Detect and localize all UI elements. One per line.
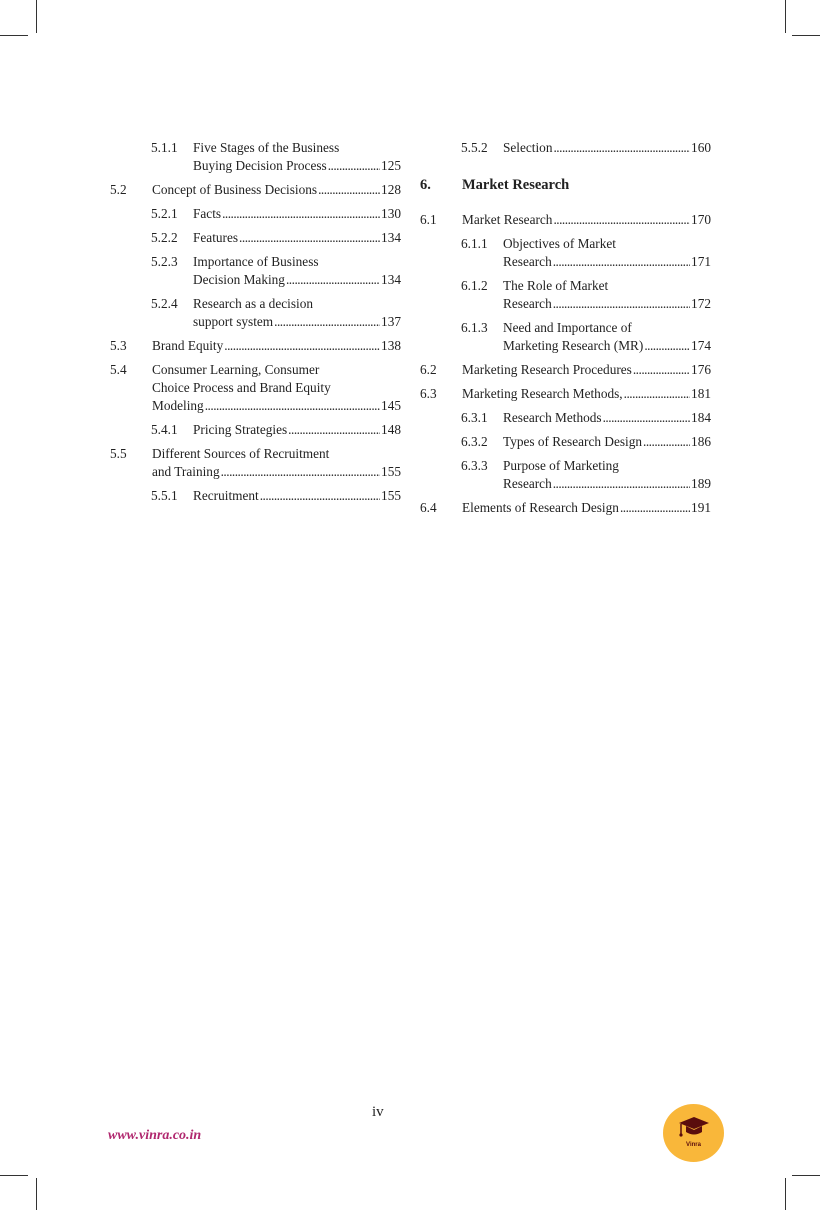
entry-number: 5.2.3 [151,254,178,269]
entry-number: 6.2 [420,362,437,377]
entry-title: Types of Research Design [503,434,643,449]
page-ref: 172 [691,296,711,311]
entry-title: Different Sources of Recruitment [152,446,330,461]
page-ref: 138 [381,338,401,353]
dot-leader [603,409,690,427]
entry-title: Facts [193,206,222,221]
entry-title: Objectives of Market [503,236,616,251]
toc-entry[interactable] [110,337,401,355]
crop-mark [792,1175,820,1176]
crop-mark [785,0,786,33]
entry-title: Marketing Research Procedures [462,362,632,377]
page-ref: 134 [381,272,401,287]
entry-number: 6.1.3 [461,320,488,335]
graduation-cap-icon [678,1116,710,1138]
dot-leader [553,211,690,229]
entry-number: 5.2 [110,182,127,197]
dot-leader [553,139,690,157]
page-ref: 174 [691,338,711,353]
entry-title: Importance of Business [193,254,319,269]
dot-leader [624,385,690,403]
entry-title: Selection [503,140,553,155]
entry-title: Modeling [152,398,204,413]
page-ref: 170 [691,212,711,227]
page-ref: 176 [691,362,711,377]
toc-entry[interactable] [151,229,401,247]
dot-leader [224,337,380,355]
toc-entry[interactable] [461,139,711,157]
page-number: iv [372,1104,384,1120]
toc-entry[interactable] [151,205,401,223]
toc-entry[interactable] [461,319,711,355]
entry-title: Elements of Research Design [462,500,619,515]
page-ref: 134 [381,230,401,245]
page-ref: 137 [381,314,401,329]
entry-number: 5.5.1 [151,488,178,503]
entry-title: Research as a decision [193,296,313,311]
entry-number: 5.5 [110,446,127,461]
toc-entry[interactable] [151,487,401,505]
entry-number: 6.1 [420,212,437,227]
dot-leader [644,337,690,355]
page-ref: 181 [691,386,711,401]
logo [663,1104,724,1162]
entry-number: 5.4 [110,362,127,377]
dot-leader [318,181,380,199]
toc-entry[interactable] [420,385,711,403]
dot-leader [620,499,690,517]
dot-leader [288,421,380,439]
page-ref: 189 [691,476,711,491]
entry-title: Choice Process and Brand Equity [152,380,331,395]
entry-title: support system [193,314,274,329]
entry-title: The Role of Market [503,278,609,293]
entry-number: 6.3.3 [461,458,488,473]
toc-entry[interactable] [151,139,401,175]
entry-title: Research [503,476,552,491]
entry-number: 5.2.1 [151,206,178,221]
dot-leader [643,433,690,451]
entry-title: Research [503,296,552,311]
toc-entry[interactable] [420,361,711,379]
dot-leader [221,463,380,481]
entry-title: Need and Importance of [503,320,632,335]
dot-leader [205,397,380,415]
entry-number: 6. [420,177,431,193]
dot-leader [328,157,380,175]
entry-title: Recruitment [193,488,259,503]
toc-entry[interactable] [461,433,711,451]
entry-title: Research Methods [503,410,602,425]
dot-leader [222,205,380,223]
entry-title: Research [503,254,552,269]
page-ref: 155 [381,464,401,479]
dot-leader [553,475,690,493]
entry-number: 5.4.1 [151,422,178,437]
page-ref: 130 [381,206,401,221]
entry-title: Brand Equity [152,338,224,353]
toc-entry[interactable] [461,457,711,493]
entry-number: 5.5.2 [461,140,488,155]
toc-entry[interactable] [151,253,401,289]
crop-mark [36,1178,37,1210]
page-ref: 145 [381,398,401,413]
entry-number: 6.3.1 [461,410,488,425]
toc-entry[interactable] [151,421,401,439]
toc-entry[interactable] [461,235,711,271]
entry-title: Buying Decision Process [193,158,327,173]
entry-title: Marketing Research Methods, [462,386,623,401]
entry-number: 5.2.2 [151,230,178,245]
crop-mark [792,35,820,36]
website-link[interactable]: www.vinra.co.in [108,1128,202,1143]
toc-entry[interactable] [110,445,401,481]
entry-title: Market Research [462,177,570,193]
page-ref: 186 [691,434,711,449]
chapter-heading[interactable] [420,176,711,194]
page-ref: 160 [691,140,711,155]
crop-mark [0,1175,28,1176]
dot-leader [286,271,380,289]
toc-entry[interactable] [420,499,711,517]
entry-title: Pricing Strategies [193,422,288,437]
entry-number: 6.1.1 [461,236,488,251]
dot-leader [633,361,690,379]
entry-title: and Training [152,464,220,479]
crop-mark [0,35,28,36]
entry-title: Consumer Learning, Consumer [152,362,320,377]
dot-leader [274,313,380,331]
toc-entry[interactable] [151,295,401,331]
toc-entry[interactable] [461,277,711,313]
entry-title: Concept of Business Decisions [152,182,318,197]
toc-entry[interactable] [110,361,401,415]
toc-entry[interactable] [461,409,711,427]
page-ref: 191 [691,500,711,515]
toc-entry[interactable] [420,211,711,229]
entry-number: 6.4 [420,500,437,515]
entry-number: 6.3.2 [461,434,488,449]
dot-leader [239,229,380,247]
entry-title: Decision Making [193,272,285,287]
page-ref: 171 [691,254,711,269]
entry-number: 6.1.2 [461,278,488,293]
entry-title: Market Research [462,212,553,227]
page-ref: 148 [381,422,401,437]
page-ref: 184 [691,410,711,425]
entry-title: Marketing Research (MR) [503,338,644,353]
entry-number: 5.1.1 [151,140,178,155]
crop-mark [36,0,37,33]
entry-number: 6.3 [420,386,437,401]
entry-number: 5.3 [110,338,127,353]
page-ref: 155 [381,488,401,503]
dot-leader [260,487,380,505]
dot-leader [553,295,690,313]
page-ref: 128 [381,182,401,197]
entry-number: 5.2.4 [151,296,178,311]
entry-title: Five Stages of the Business [193,140,340,155]
logo-text: Vinra [686,1142,701,1148]
entry-title: Features [193,230,239,245]
page-ref: 125 [381,158,401,173]
entry-title: Purpose of Marketing [503,458,619,473]
toc-entry[interactable] [110,181,401,199]
crop-mark [785,1178,786,1210]
dot-leader [553,253,690,271]
